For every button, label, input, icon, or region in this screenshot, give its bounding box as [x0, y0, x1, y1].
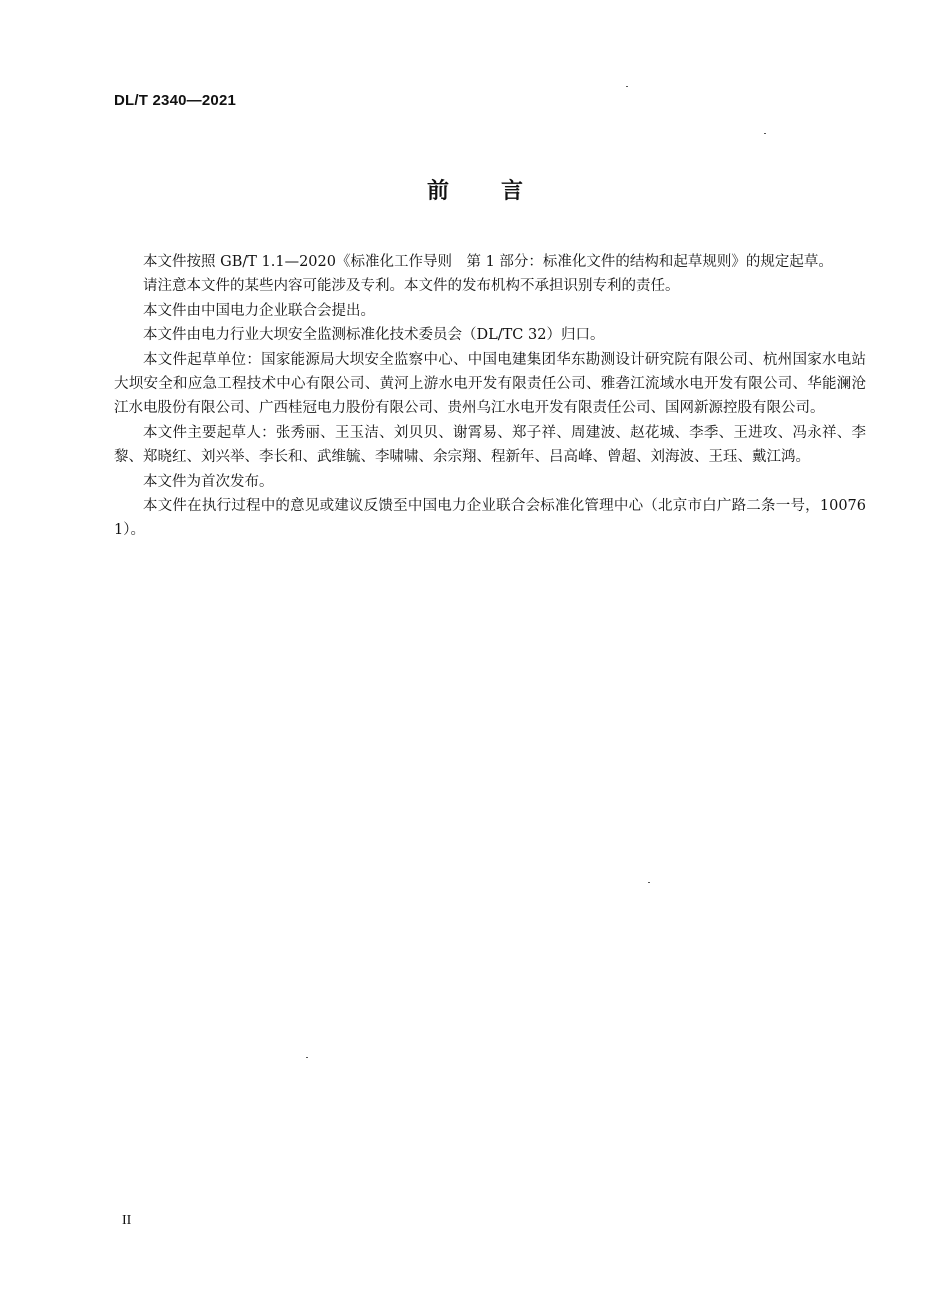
scan-speck — [306, 1057, 308, 1058]
paragraph-proposer: 本文件由中国电力企业联合会提出。 — [143, 302, 375, 319]
paragraph-first-release: 本文件为首次发布。 — [143, 473, 274, 490]
document-code: DL/T 2340—2021 — [114, 92, 237, 109]
scan-speck — [764, 133, 766, 134]
paragraph-patent-notice: 请注意本文件的某些内容可能涉及专利。本文件的发布机构不承担识别专利的责任。 — [143, 278, 680, 295]
paragraph-drafting-units: 本文件起草单位：国家能源局大坝安全监察中心、中国电建集团华东勘测设计研究院有限公司、杭州国家水电站大坝安全和应急工程技术中心有限公司、黄河上游水电开发有限责任公司、雅砻江流域水电开发有限公司、华能澜沧江水电股份有限公司、广西桂冠电力股份有限公司、贵州乌江水电开发有限责任公司、国网新源控股有限公司。 — [114, 351, 866, 417]
scan-speck — [648, 882, 650, 883]
paragraph-committee: 本文件由电力行业大坝安全监测标准化技术委员会（DL/TC 32）归口。 — [143, 327, 605, 344]
paragraph-drafting-rules: 本文件按照 GB/T 1.1—2020《标准化工作导则 第 1 部分：标准化文件的结构和起草规则》的规定起草。 — [143, 254, 833, 270]
paragraph-feedback: 本文件在执行过程中的意见或建议反馈至中国电力企业联合会标准化管理中心（北京市白广路二条一号，100761）。 — [114, 498, 866, 539]
foreword-body — [114, 250, 866, 543]
scan-speck — [626, 86, 628, 87]
page-number: II — [122, 1213, 132, 1228]
page-title: 前言 — [426, 179, 575, 204]
paragraph-drafters: 本文件主要起草人：张秀丽、王玉洁、刘贝贝、谢霄易、郑子祥、周建波、赵花城、李季、王进攻、冯永祥、李黎、郑晓红、刘兴举、李长和、武维毓、李啸啸、余宗翔、程新年、吕高峰、曾超、刘海波、王珏、戴江鸿。 — [114, 424, 866, 466]
